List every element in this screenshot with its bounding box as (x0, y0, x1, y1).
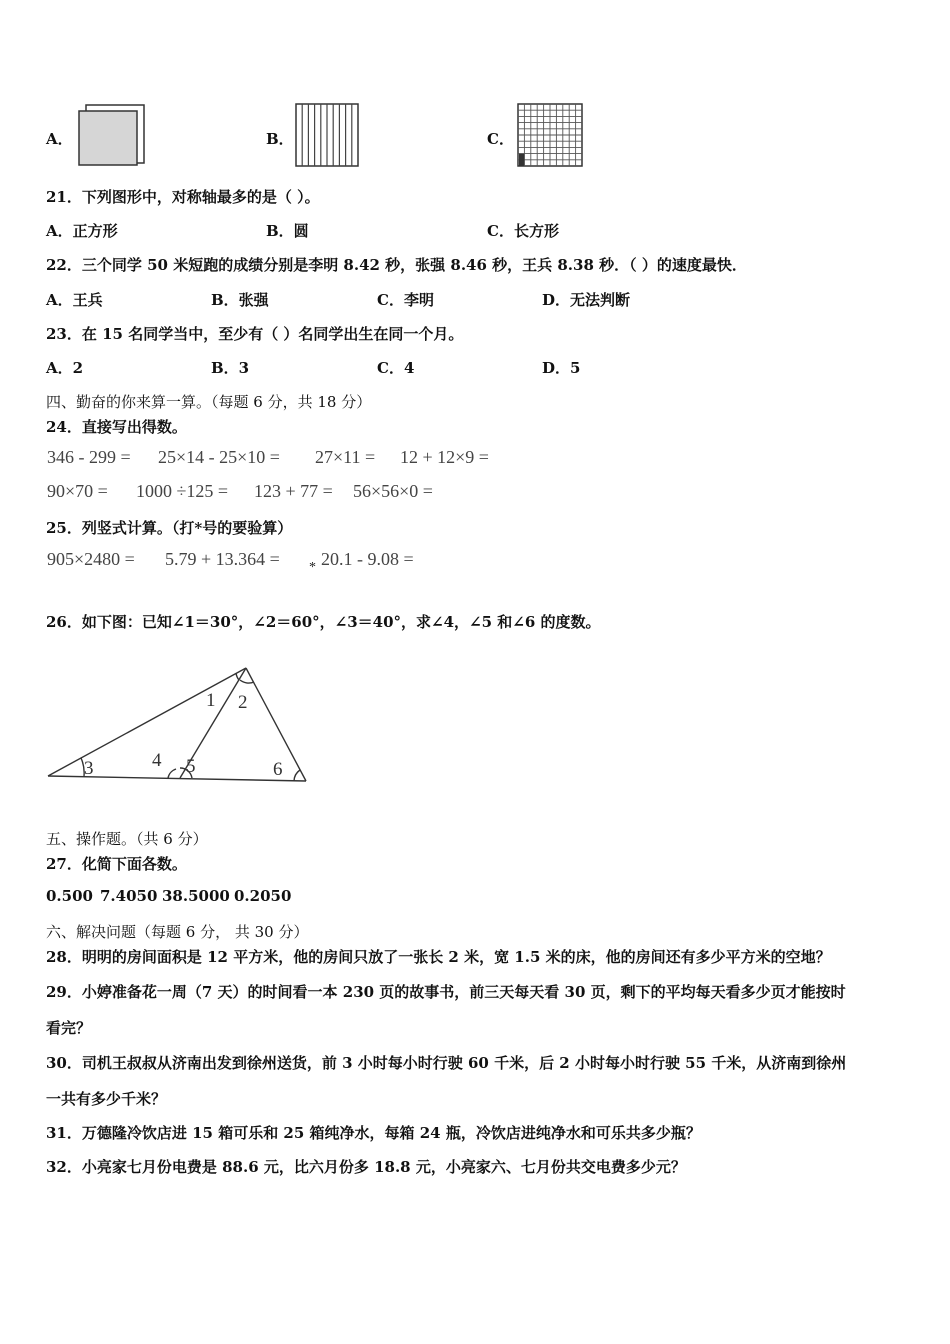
q24-expr-4: 12 + 12×9 = (400, 447, 489, 467)
q27-number-2: 7.4050 (100, 887, 158, 905)
verify-star: * (309, 560, 316, 575)
q21-option-c: C．长方形 (487, 222, 559, 240)
q23-text: 23．在 15 名同学当中，至少有（ ）名同学出生在同一个月。 (46, 325, 464, 343)
triangle-angle-figure (40, 658, 320, 788)
q25-expr-2: 5.79 + 13.364 = (165, 549, 280, 569)
q22-option-d: D．无法判断 (542, 291, 631, 309)
angle-label-2: 2 (238, 692, 248, 713)
q24-expr-2: 25×14 - 25×10 = (158, 447, 280, 467)
q22-text: 22．三个同学 50 米短跑的成绩分别是李明 8.42 秒，张强 8.46 秒，王兵 8.38 秒．（ ）的速度最快． (46, 256, 747, 274)
q27-text: 27．化简下面各数。 (46, 855, 187, 873)
q32-text: 32．小亮家七月份电费是 88.6 元，比六月份多 18.8 元，小亮家六、七月份共交电费多少元？ (46, 1158, 686, 1176)
q20-option-b-label: B． (266, 130, 294, 148)
stacked-squares-figure (76, 102, 148, 168)
ten-strips-figure (294, 102, 362, 168)
q23-option-d: D．5 (542, 359, 581, 377)
q27-number-3: 38.5000 (162, 887, 230, 905)
q23-option-b: B．3 (211, 359, 250, 377)
q30-line2: 一共有多少千米？ (46, 1090, 167, 1108)
q23-option-c: C．4 (377, 359, 415, 377)
q25-expr-1: 905×2480 = (47, 549, 135, 569)
hundred-grid-figure (516, 102, 586, 168)
q27-number-1: 0.500 (46, 887, 93, 905)
q24-expr-1: 346 - 299 = (47, 447, 131, 467)
q24-expr-5: 90×70 = (47, 481, 108, 501)
q29-line1: 29．小婷准备花一周（7 天）的时间看一本 230 页的故事书，前三天每天看 30 页，剩下的平均每天看多少页才能按时 (46, 983, 846, 1001)
q24-expr-3: 27×11 = (315, 447, 376, 467)
q28-text: 28．明明的房间面积是 12 平方米，他的房间只放了一张长 2 米，宽 1.5 米的床，他的房间还有多少平方米的空地？ (46, 948, 831, 966)
q21-option-a: A．正方形 (46, 222, 118, 240)
q24-expr-6: 1000 ÷125 = (136, 481, 229, 501)
angle-label-3: 3 (84, 758, 94, 779)
q21-text: 21．下列图形中，对称轴最多的是（ ）。 (46, 188, 320, 206)
q22-option-c: C．李明 (377, 291, 434, 309)
angle-label-4: 4 (152, 750, 162, 771)
q26-text: 26．如下图：已知∠1＝30°，∠2＝60°，∠3＝40°，求∠4，∠5 和∠6 的度数。 (46, 613, 601, 631)
q29-line2: 看完？ (46, 1019, 92, 1037)
q20-option-a-label: A． (46, 130, 73, 148)
q30-line1: 30．司机王叔叔从济南出发到徐州送货，前 3 小时每小时行驶 60 千米，后 2 小时每小时行驶 55 千米，从济南到徐州 (46, 1054, 847, 1072)
q24-text: 24．直接写出得数。 (46, 418, 187, 436)
q27-number-4: 0.2050 (234, 887, 292, 905)
q21-option-b: B．圆 (266, 222, 309, 240)
q24-expr-8: 56×56×0 = (353, 481, 433, 501)
angle-label-5: 5 (186, 756, 196, 777)
q23-option-a: A．2 (46, 359, 84, 377)
q31-text: 31．万德隆冷饮店进 15 箱可乐和 25 箱纯净水，每箱 24 瓶，冷饮店进纯净水和可乐共多少瓶？ (46, 1124, 701, 1142)
section6-title: 六、解决问题（每题 6 分， 共 30 分） (46, 923, 309, 941)
angle-label-6: 6 (273, 759, 283, 780)
angle-label-1: 1 (206, 690, 216, 711)
section5-title: 五、操作题。（共 6 分） (46, 830, 208, 848)
q24-expr-7: 123 + 77 = (254, 481, 333, 501)
q25-expr-3: 20.1 - 9.08 = (321, 549, 414, 569)
q20-option-c-label: C． (487, 130, 514, 148)
q22-option-b: B．张强 (211, 291, 269, 309)
q22-option-a: A．王兵 (46, 291, 103, 309)
section4-title: 四、勤奋的你来算一算。（每题 6 分，共 18 分） (46, 393, 372, 411)
q25-text: 25．列竖式计算。（打*号的要验算） (46, 519, 293, 537)
